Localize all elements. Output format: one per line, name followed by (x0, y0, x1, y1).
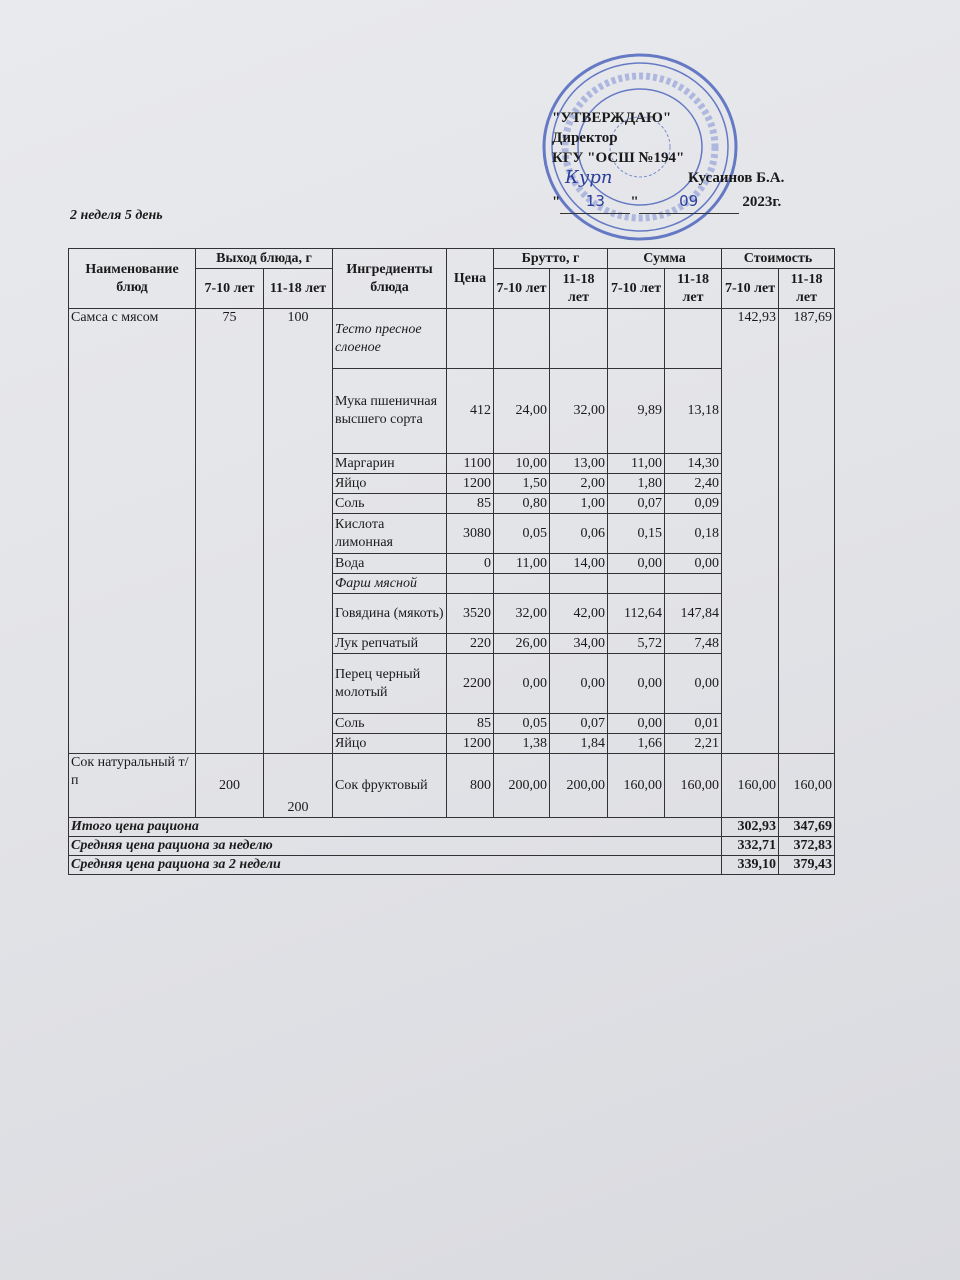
gross-7-10 (494, 309, 550, 369)
gross-11-18: 32,00 (550, 369, 608, 454)
gross-7-10: 1,50 (494, 474, 550, 494)
gross-7-10: 0,80 (494, 494, 550, 514)
ingredient-price (447, 574, 494, 594)
approval-title: "УТВЕРЖДАЮ" (552, 110, 672, 126)
ingredient-name: Кислота лимонная (333, 514, 447, 554)
ingredient-name: Мука пшеничная высшего сорта (333, 369, 447, 454)
total-row (69, 837, 835, 856)
ingredient-name: Говядина (мякоть) (333, 594, 447, 634)
ingredient-price (447, 309, 494, 369)
ingredient-price: 800 (447, 754, 494, 818)
header-gross-age2: 11-18 лет (550, 269, 608, 309)
sum-7-10 (608, 574, 665, 594)
dish-cost-11-18: 187,69 (779, 309, 835, 754)
sum-7-10: 0,15 (608, 514, 665, 554)
gross-11-18: 0,00 (550, 654, 608, 714)
dish-yield-7-10: 75 (196, 309, 264, 754)
gross-11-18: 13,00 (550, 454, 608, 474)
sum-11-18: 13,18 (665, 369, 722, 454)
ingredient-price: 1200 (447, 734, 494, 754)
sum-7-10: 0,00 (608, 714, 665, 734)
ingredient-name: Яйцо (333, 734, 447, 754)
ingredient-name: Тесто пресное слоеное (333, 309, 447, 369)
dish-cost-7-10: 142,93 (722, 309, 779, 754)
ingredient-name: Фарш мясной (333, 574, 447, 594)
ingredient-name: Маргарин (333, 454, 447, 474)
table-row (69, 754, 835, 818)
total-7-10: 339,10 (722, 856, 779, 875)
director-signature: Курп (565, 167, 613, 188)
sum-11-18: 7,48 (665, 634, 722, 654)
sum-7-10: 1,66 (608, 734, 665, 754)
sum-11-18: 14,30 (665, 454, 722, 474)
dish-cost-7-10: 160,00 (722, 754, 779, 818)
header-sum: Сумма (608, 249, 722, 269)
gross-11-18 (550, 309, 608, 369)
total-label: Средняя цена рациона за 2 недели (69, 856, 722, 875)
gross-11-18: 34,00 (550, 634, 608, 654)
approval-organization: КГУ "ОСШ №194" (552, 150, 685, 166)
ingredient-price: 220 (447, 634, 494, 654)
ingredient-price: 85 (447, 494, 494, 514)
sum-7-10: 160,00 (608, 754, 665, 818)
gross-11-18: 14,00 (550, 554, 608, 574)
sum-11-18: 0,01 (665, 714, 722, 734)
gross-11-18: 2,00 (550, 474, 608, 494)
date-day: 13 (585, 192, 605, 210)
header-sum-age1: 7-10 лет (608, 269, 665, 309)
ingredient-name: Перец черный молотый (333, 654, 447, 714)
gross-11-18: 0,07 (550, 714, 608, 734)
ingredient-price: 2200 (447, 654, 494, 714)
dish-name: Самса с мясом (69, 309, 196, 754)
ingredient-price: 3080 (447, 514, 494, 554)
sum-11-18: 147,84 (665, 594, 722, 634)
gross-7-10: 1,38 (494, 734, 550, 754)
approval-position: Директор (552, 130, 618, 146)
sum-7-10: 5,72 (608, 634, 665, 654)
dish-yield-11-18: 100 (264, 309, 333, 754)
ingredient-name: Соль (333, 494, 447, 514)
gross-11-18: 42,00 (550, 594, 608, 634)
gross-7-10: 11,00 (494, 554, 550, 574)
ingredient-price: 85 (447, 714, 494, 734)
sum-7-10: 11,00 (608, 454, 665, 474)
gross-7-10 (494, 574, 550, 594)
sum-11-18: 0,00 (665, 554, 722, 574)
header-dish: Наименование блюд (69, 249, 196, 309)
sum-7-10: 0,00 (608, 654, 665, 714)
ingredient-name: Яйцо (333, 474, 447, 494)
gross-7-10: 26,00 (494, 634, 550, 654)
gross-11-18: 1,84 (550, 734, 608, 754)
sum-7-10: 112,64 (608, 594, 665, 634)
gross-7-10: 0,05 (494, 514, 550, 554)
ingredient-price: 0 (447, 554, 494, 574)
ingredient-name: Лук репчатый (333, 634, 447, 654)
gross-7-10: 10,00 (494, 454, 550, 474)
ingredient-name: Соль (333, 714, 447, 734)
ingredient-name: Вода (333, 554, 447, 574)
header-cost: Стоимость (722, 249, 835, 269)
header-ingredients: Ингредиенты блюда (333, 249, 447, 309)
total-11-18: 347,69 (779, 818, 835, 837)
header-gross: Брутто, г (494, 249, 608, 269)
total-label: Средняя цена рациона за неделю (69, 837, 722, 856)
gross-7-10: 0,00 (494, 654, 550, 714)
dish-cost-11-18: 160,00 (779, 754, 835, 818)
total-11-18: 372,83 (779, 837, 835, 856)
ingredient-price: 1200 (447, 474, 494, 494)
header-sum-age2: 11-18 лет (665, 269, 722, 309)
sum-11-18: 2,40 (665, 474, 722, 494)
gross-7-10: 200,00 (494, 754, 550, 818)
gross-11-18 (550, 574, 608, 594)
header-gross-age1: 7-10 лет (494, 269, 550, 309)
total-7-10: 302,93 (722, 818, 779, 837)
total-row (69, 856, 835, 875)
ingredient-name: Сок фруктовый (333, 754, 447, 818)
director-name: Кусаинов Б.А. (688, 170, 785, 186)
sum-11-18: 160,00 (665, 754, 722, 818)
date-month: 09 (679, 192, 699, 210)
menu-cost-table (68, 248, 835, 875)
header-yield-age2: 11-18 лет (264, 269, 333, 309)
dish-yield-11-18: 200 (264, 754, 333, 818)
sum-7-10 (608, 309, 665, 369)
sum-7-10: 9,89 (608, 369, 665, 454)
header-price: Цена (447, 249, 494, 309)
header-cost-age2: 11-18 лет (779, 269, 835, 309)
sum-11-18 (665, 309, 722, 369)
sum-7-10: 0,00 (608, 554, 665, 574)
total-row (69, 818, 835, 837)
approval-block (552, 108, 684, 168)
total-7-10: 332,71 (722, 837, 779, 856)
sum-11-18 (665, 574, 722, 594)
gross-11-18: 1,00 (550, 494, 608, 514)
sum-11-18: 2,21 (665, 734, 722, 754)
ingredient-price: 412 (447, 369, 494, 454)
date-quote: " (552, 194, 561, 210)
sum-11-18: 0,09 (665, 494, 722, 514)
gross-7-10: 32,00 (494, 594, 550, 634)
total-11-18: 379,43 (779, 856, 835, 875)
approval-date: " 13 " 09 2023г. (552, 190, 812, 214)
dish-yield-7-10: 200 (196, 754, 264, 818)
total-label: Итого цена рациона (69, 818, 722, 837)
gross-7-10: 0,05 (494, 714, 550, 734)
gross-7-10: 24,00 (494, 369, 550, 454)
header-cost-age1: 7-10 лет (722, 269, 779, 309)
sum-7-10: 0,07 (608, 494, 665, 514)
gross-11-18: 0,06 (550, 514, 608, 554)
table-row (69, 309, 835, 369)
ingredient-price: 1100 (447, 454, 494, 474)
header-yield: Выход блюда, г (196, 249, 333, 269)
dish-name: Сок натуральный т/п (69, 754, 196, 818)
sum-11-18: 0,18 (665, 514, 722, 554)
document-subtitle: 2 неделя 5 день (70, 208, 163, 223)
sum-7-10: 1,80 (608, 474, 665, 494)
sum-11-18: 0,00 (665, 654, 722, 714)
header-yield-age1: 7-10 лет (196, 269, 264, 309)
ingredient-price: 3520 (447, 594, 494, 634)
date-year: 2023г. (742, 194, 782, 210)
gross-11-18: 200,00 (550, 754, 608, 818)
